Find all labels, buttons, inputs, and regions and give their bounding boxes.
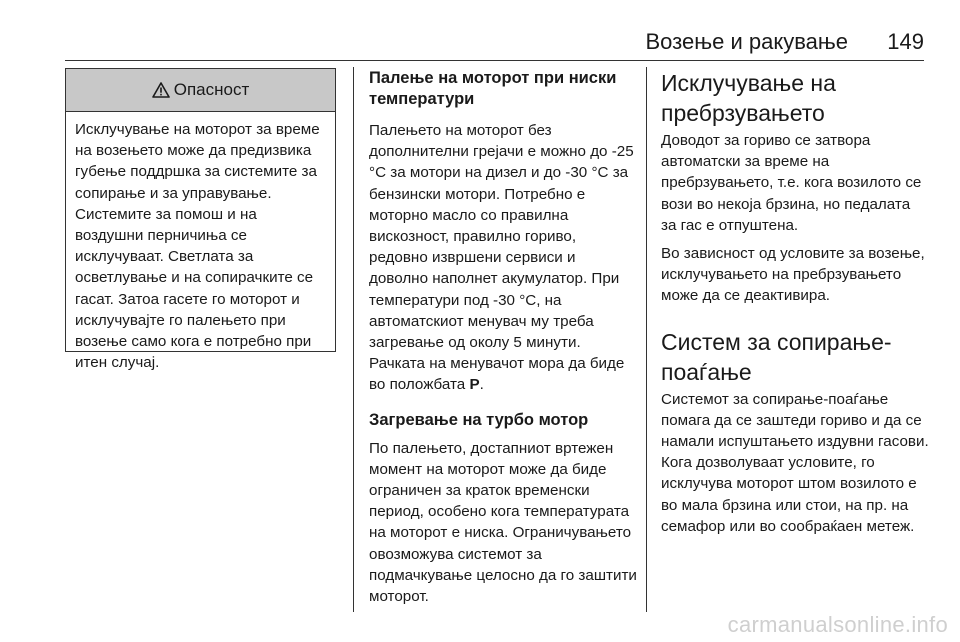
paragraph-cold-start-text: Палењето на моторот без дополнителни грејачи е можно до -25 °C за мотори на дизел и до -30 °C за бензински мотори. Потребно е моторно масло со правилна вискозност, правилно гориво, редовно извршени сервиси и доволно наполнет акумулатор. При температури под -30 °C, на автоматскиот менувач му треба загревање од околу 5 минути. Рачката на менувачот мора да биде во положбата bbox=[369, 122, 634, 394]
watermark-url: carmanualsonline.info bbox=[727, 612, 948, 637]
gear-position-p: P bbox=[469, 376, 480, 394]
section-heading-cold-start: Палење на моторот при ниски температури bbox=[369, 69, 617, 108]
page-number: 149 bbox=[887, 29, 924, 54]
section-heading-stop-start: Систем за сопирање-поаѓање bbox=[661, 328, 892, 385]
column-divider-right bbox=[646, 67, 647, 612]
middle-column bbox=[369, 68, 637, 607]
danger-warning-box bbox=[65, 68, 336, 372]
paragraph-stop-start: Системот за сопирање-поаѓање помага да се заштеди гориво и да се намали испуштањето издувни гасови. Кога дозволуваат условите, го исклучува моторот штом возилото е во мала брзина или стои, на пр. на семафор или во сообраќаен метеж. bbox=[661, 390, 929, 535]
warning-header bbox=[66, 69, 335, 112]
page-header bbox=[0, 28, 960, 58]
column-divider-left bbox=[353, 67, 354, 612]
section-heading-turbo-warmup: Загревање на турбо мотор bbox=[369, 410, 589, 429]
paragraph-turbo-warmup: По палењето, достапниот вртежен момент на моторот може да биде ограничен за краток временски период, особено кога температурата на моторот е ниска. Ограничувањето овозможува системот за подмачкување целосно да го заштити моторот. bbox=[369, 439, 637, 606]
header-rule bbox=[65, 60, 924, 61]
chapter-title: Возење и ракување bbox=[645, 29, 848, 54]
warning-text: Исклучување на моторот за време на возењето може да предизвика губење поддршка за системите за сопирање и за управување. Системите за помош и на воздушни перничиња се исклучуваат. Светлата за осветлување и на сопирачките се гасат. Затоа гасете го моторот и исклучувајте го палењето при возење само кога е потребно при итен случај. bbox=[75, 121, 320, 372]
paragraph-overrun-cutoff-2: Во зависност од условите за возење, исклучувањето на пребрзувањето може да се деактивира. bbox=[661, 245, 925, 305]
paragraph-cold-start bbox=[369, 120, 637, 396]
warning-triangle-icon bbox=[152, 82, 170, 98]
paragraph-cold-start-end: . bbox=[479, 376, 484, 394]
paragraph-overrun-cutoff-1: Доводот за гориво се затвора автоматски за време на пребрзувањето, т.е. кога возилото се вози во некоја брзина, но педалата за гас е отпуштена. bbox=[661, 132, 922, 234]
warning-title: Опасност bbox=[173, 80, 250, 99]
right-column bbox=[661, 68, 929, 537]
section-heading-overrun-cutoff: Исклучување на пребрзувањето bbox=[661, 70, 836, 126]
